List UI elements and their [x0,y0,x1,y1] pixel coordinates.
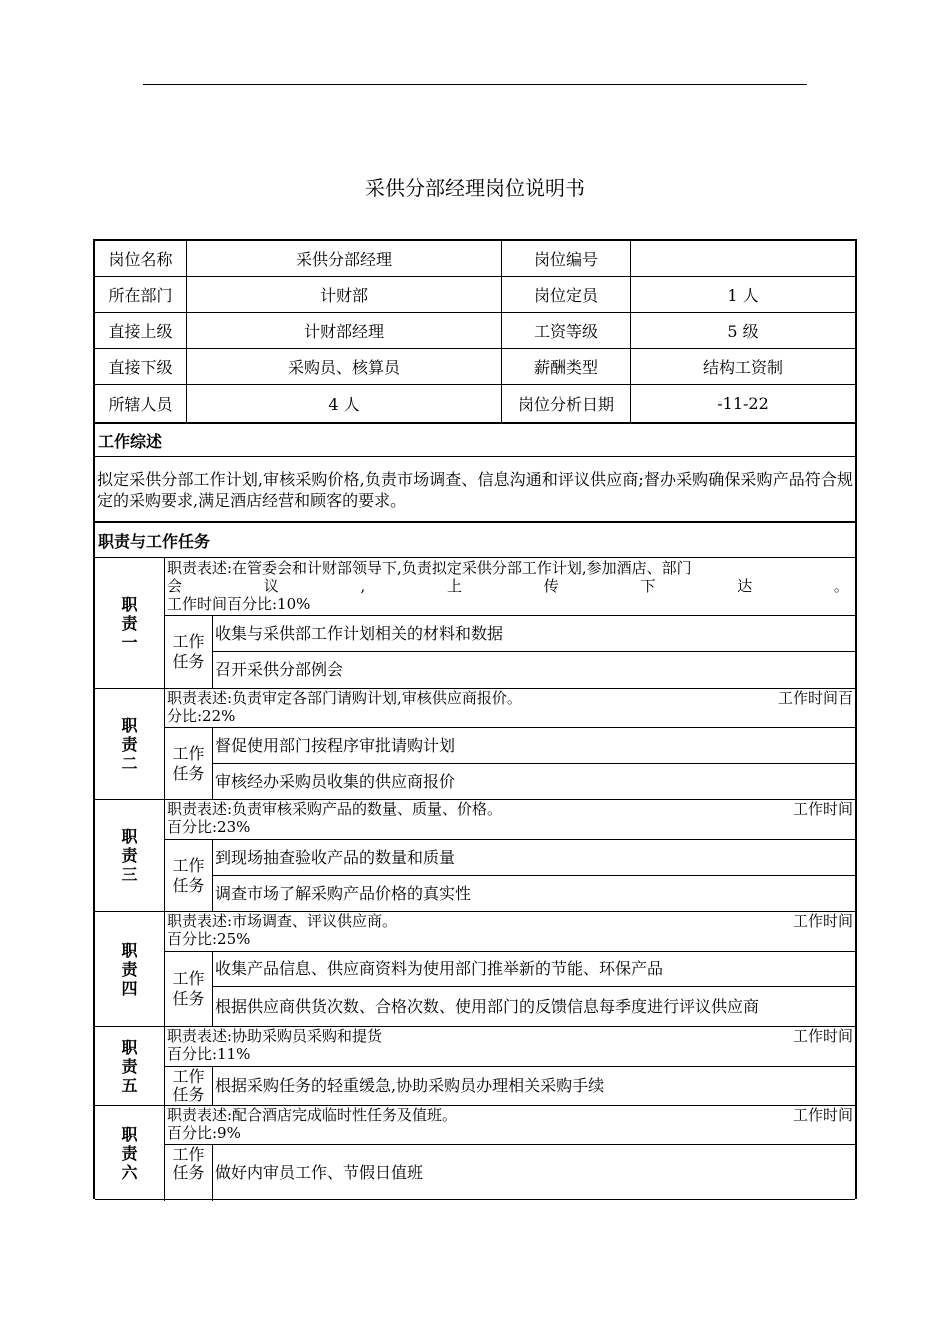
duty-5-time-percent: 百分比:11% [167,1045,251,1063]
task-label-line: 工作 [172,969,205,988]
duty-1-label [95,558,164,688]
header-rule [143,84,807,85]
task-label-line: 工作 [172,743,205,763]
duty-5-char-3: 五 [121,1075,138,1095]
duty-3-desc-tail: 工作时间 [792,800,853,818]
duty-6-task-1: 做好内审员工作、节假日值班 [215,1163,424,1182]
duty-4-task-2: 根据供应商供货次数、合格次数、使用部门的反馈信息每季度进行评议供应商 [215,996,760,1016]
task-label-line: 工作 [172,1067,205,1086]
document-title: 采供分部经理岗位说明书 [365,176,585,200]
duty-1-desc-word: 上 [446,577,462,595]
task-label-line: 任务 [172,989,205,1008]
task-label-line: 工作 [172,1145,205,1164]
duty-1-description [165,558,855,615]
duty-5-desc-main: 职责表述:协助采购员采购和提货 [167,1027,383,1045]
duty-2-task-1: 督促使用部门按程序审批请购计划 [215,735,456,755]
summary-text: 拟定采供分部工作计划,审核采购价格,负责市场调查、信息沟通和评议供应商;督办采购确保采购产品符合规定的采购要求,满足酒店经营和顾客的要求。 [97,470,853,510]
value-salary-grade: 5 级 [727,322,759,341]
duty-4-char-1: 职 [121,940,138,960]
duty-1-task-2: 召开采供分部例会 [215,660,344,679]
duty-1-task-1: 收集与采供部工作计划相关的材料和数据 [215,623,504,643]
duty-4-char-2: 责 [121,959,138,979]
task-label-line: 任务 [172,1085,205,1104]
duties-heading: 职责与工作任务 [98,531,211,551]
duty-5-char-1: 职 [121,1037,138,1057]
duty-1-char-1: 职 [121,594,138,614]
label-staff-count: 所辖人员 [108,395,173,414]
duty-3-task-label [165,840,212,911]
duty-3-desc-main: 职责表述:负责审核采购产品的数量、质量、价格。 [167,800,503,818]
duty-6-desc-main: 职责表述:配合酒店完成临时性任务及值班。 [167,1106,458,1124]
duty-6-label [95,1106,164,1201]
label-analysis-date: 岗位分析日期 [517,395,614,414]
duty-5-char-2: 责 [121,1056,138,1076]
duty-4-time-percent: 百分比:25% [167,930,251,948]
duty-3-time-percent: 百分比:23% [167,818,251,836]
duty-4-char-3: 四 [121,978,138,998]
duty-3-description [165,800,855,838]
duty-3-char-3: 三 [121,865,138,884]
duty-4-desc-main: 职责表述:市场调查、评议供应商。 [167,912,398,930]
label-position-name: 岗位名称 [108,250,173,269]
task-label-line: 工作 [172,855,205,875]
duty-4-task-label [165,952,212,1026]
duty-4-label [95,912,164,1026]
duty-1-desc-word: 下 [640,577,656,595]
duty-2-char-2: 责 [121,734,138,754]
duty-5-description [165,1027,855,1065]
label-headcount: 岗位定员 [533,286,598,305]
duty-3-task-2: 调查市场了解采购产品价格的真实性 [215,883,472,903]
duty-1-desc-line-1: 职责表述:在管委会和计财部领导下,负责拟定采供分部工作计划,参加酒店、部门 [167,559,692,577]
duty-1-task-label [165,616,212,688]
duty-2-task-2: 审核经办采购员收集的供应商报价 [215,771,456,791]
label-position-number: 岗位编号 [533,250,598,269]
duty-3-char-1: 职 [121,827,138,846]
duty-2-char-1: 职 [121,715,138,735]
duty-6-char-1: 职 [121,1125,138,1144]
value-analysis-date: -11-22 [717,394,769,413]
duty-1-desc-word: 传 [543,577,559,595]
duty-6-desc-tail: 工作时间 [792,1106,853,1124]
duty-6-task-label [165,1145,212,1183]
duty-1-desc-word: , [360,577,366,595]
task-label-line: 任务 [172,652,205,671]
duty-2-description [165,689,855,727]
task-label-line: 任务 [172,1163,205,1182]
label-pay-type: 薪酬类型 [533,358,598,377]
value-position-number [631,241,855,276]
value-position-name: 采供分部经理 [295,250,392,269]
value-headcount: 1 人 [727,286,759,305]
value-pay-type: 结构工资制 [702,358,783,377]
label-direct-superior: 直接上级 [108,322,173,341]
value-direct-superior: 计财部经理 [303,322,384,341]
duty-6-time-percent: 百分比:9% [167,1124,241,1142]
duty-6-char-2: 责 [121,1144,138,1163]
duty-2-desc-tail: 工作时间百 [777,689,853,707]
duty-6-description [165,1106,855,1144]
summary-heading: 工作综述 [98,431,163,451]
duty-2-task-label [165,728,212,799]
duty-1-desc-word: 达 [737,577,753,595]
duty-1-desc-word: 会 [167,577,183,595]
duty-5-task-1: 根据采购任务的轻重缓急,协助采购员办理相关采购手续 [215,1076,605,1095]
task-label-line: 任务 [172,763,205,783]
duty-4-desc-tail: 工作时间 [792,912,853,930]
duty-5-desc-tail: 工作时间 [792,1027,853,1045]
label-salary-grade: 工资等级 [533,322,598,341]
duty-1-time-percent: 工作时间百分比:10% [167,595,311,613]
label-direct-subordinates: 直接下级 [108,358,173,377]
duty-1-char-3: 一 [121,632,138,652]
job-description-table [93,239,857,1199]
task-label-line: 任务 [172,875,205,895]
duty-2-char-3: 二 [121,753,138,773]
duty-5-task-label [165,1067,212,1105]
duty-5-label [95,1027,164,1105]
duty-1-desc-word: 议 [263,577,279,595]
value-staff-count: 4 人 [328,395,360,414]
duty-3-label [95,800,164,911]
duty-1-char-2: 责 [121,613,138,633]
task-label-line: 工作 [172,632,205,651]
duty-2-time-percent: 分比:22% [167,707,236,725]
duty-4-task-1: 收集产品信息、供应商资料为使用部门推举新的节能、环保产品 [215,959,664,978]
duty-2-label [95,689,164,799]
duty-2-desc-main: 职责表述:负责审定各部门请购计划,审核供应商报价。 [167,689,522,707]
duty-3-task-1: 到现场抽查验收产品的数量和质量 [215,847,456,867]
duty-3-char-2: 责 [121,846,138,865]
duty-1-desc-word: 。 [833,577,849,595]
value-department: 计财部 [319,286,368,305]
value-direct-subordinates: 采购员、核算员 [287,358,400,377]
duty-4-description [165,912,855,950]
duty-6-char-3: 六 [121,1163,138,1182]
label-department: 所在部门 [108,286,173,305]
